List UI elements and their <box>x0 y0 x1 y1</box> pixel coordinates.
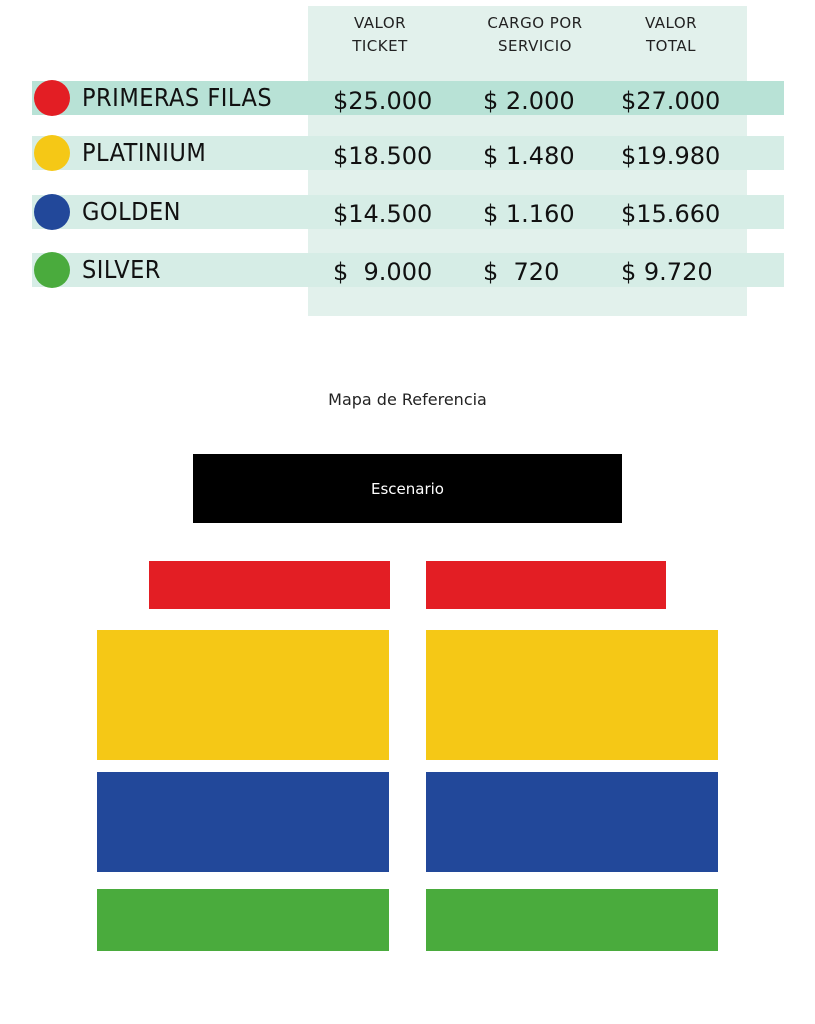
zone-name: GOLDEN <box>82 197 182 226</box>
stage-block <box>193 454 622 523</box>
zone-name: PLATINIUM <box>82 138 207 167</box>
service-charge: $ 2.000 <box>483 87 575 115</box>
ticket-price: $ 9.000 <box>333 258 433 286</box>
ticket-price: $14.500 <box>333 200 433 228</box>
service-charge: $ 1.160 <box>483 200 575 228</box>
zone-color-dot <box>34 135 70 171</box>
zone-platinium-right <box>426 630 718 760</box>
map-title: Mapa de Referencia <box>328 390 487 409</box>
header-valor-ticket <box>315 12 445 58</box>
total-price: $19.980 <box>621 142 721 170</box>
stage-label: Escenario <box>371 479 444 498</box>
zone-name: PRIMERAS FILAS <box>82 83 273 112</box>
ticket-price: $25.000 <box>333 87 433 115</box>
total-price: $27.000 <box>621 87 721 115</box>
total-price: $ 9.720 <box>621 258 713 286</box>
service-charge: $ 1.480 <box>483 142 575 170</box>
service-charge: $ 720 <box>483 258 560 286</box>
header-cargo-servicio <box>470 12 600 58</box>
zone-primeras-filas-left <box>149 561 390 609</box>
header-line: TOTAL <box>645 37 697 55</box>
zone-golden-left <box>97 772 389 872</box>
header-line: SERVICIO <box>498 37 572 55</box>
zone-name: SILVER <box>82 255 161 284</box>
header-valor-total <box>606 12 736 58</box>
header-line: TICKET <box>352 37 408 55</box>
zone-silver-left <box>97 889 389 951</box>
zone-color-dot <box>34 80 70 116</box>
zone-golden-right <box>426 772 718 872</box>
zone-color-dot <box>34 194 70 230</box>
total-price: $15.660 <box>621 200 721 228</box>
header-line: VALOR <box>644 14 698 32</box>
zone-silver-right <box>426 889 718 951</box>
zone-platinium-left <box>97 630 389 760</box>
header-line: CARGO POR <box>487 14 583 32</box>
ticket-price: $18.500 <box>333 142 433 170</box>
header-line: VALOR <box>353 14 407 32</box>
zone-color-dot <box>34 252 70 288</box>
zone-primeras-filas-right <box>426 561 666 609</box>
